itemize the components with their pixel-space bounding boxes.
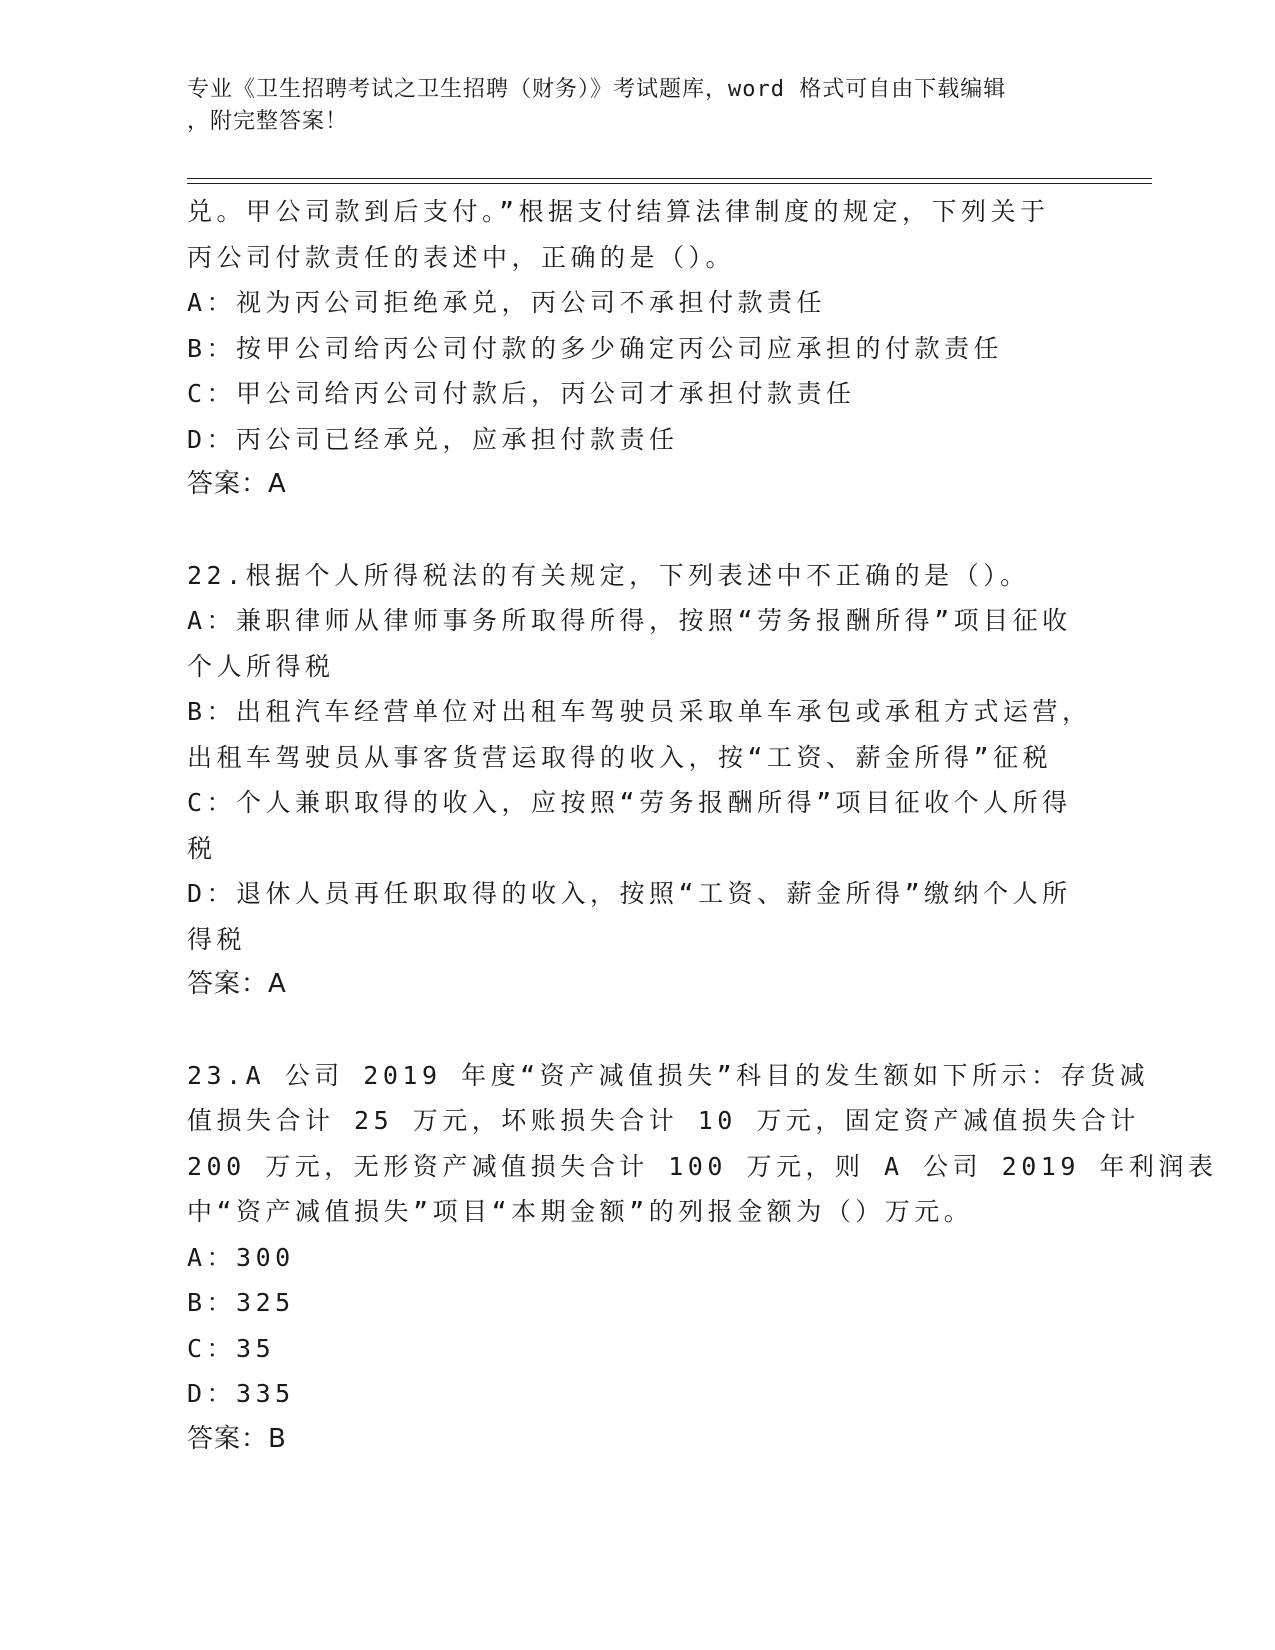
header-line-1: 专业《卫生招聘考试之卫生招聘（财务）》考试题库，word 格式可自由下载编辑 xyxy=(187,77,1007,102)
document-header xyxy=(187,74,1087,138)
header-divider-bottom xyxy=(187,183,1152,184)
option-b: B：出租汽车经营单位对出租车驾驶员采取单车承包或承租方式运营， xyxy=(187,697,1092,726)
spacer xyxy=(187,1008,1087,1053)
question-stem-line: 200 万元，无形资产减值损失合计 100 万元，则 A 公司 2019 年利润表 xyxy=(187,1151,1218,1181)
question-stem-line: 兑。甲公司款到后支付。”根据支付结算法律制度的规定，下列关于 xyxy=(187,197,1050,226)
answer-label: 答案：A xyxy=(187,969,287,999)
option-c: C：35 xyxy=(187,1333,276,1363)
header-line-2: ，附完整答案！ xyxy=(187,109,349,134)
question-stem-line: 丙公司付款责任的表述中，正确的是（）。 xyxy=(187,242,736,272)
option-b: B：按甲公司给丙公司付款的多少确定丙公司应承担的付款责任 xyxy=(187,333,1004,363)
option-d: D：335 xyxy=(187,1379,295,1408)
option-d-continued: 得税 xyxy=(187,924,247,954)
question-stem-line: 22.根据个人所得税法的有关规定，下列表述中不正确的是（）。 xyxy=(187,560,1030,590)
question-stem-line: 中“资产减值损失”项目“本期金额”的列报金额为（）万元。 xyxy=(187,1197,974,1226)
question-22 xyxy=(187,553,1092,1008)
question-stem-line: 值损失合计 25 万元，坏账损失合计 10 万元，固定资产减值损失合计 xyxy=(187,1106,1140,1135)
answer-label: 答案：A xyxy=(187,469,287,499)
option-a: A：300 xyxy=(187,1242,295,1272)
option-a: A：兼职律师从律师事务所取得所得，按照“劳务报酬所得”项目征收 xyxy=(187,606,1072,635)
option-b-continued: 出租车驾驶员从事客货营运取得的收入，按“工资、薪金所得”征税 xyxy=(187,742,1053,772)
question-23 xyxy=(187,1053,1218,1463)
spacer xyxy=(187,508,1087,553)
question-21 xyxy=(187,189,1087,508)
option-a: A：视为丙公司拒绝承兑，丙公司不承担付款责任 xyxy=(187,288,827,317)
option-d: D：退休人员再任职取得的收入，按照“工资、薪金所得”缴纳个人所 xyxy=(187,879,1072,908)
header-divider-top xyxy=(187,178,1152,179)
question-stem-line: 23.A 公司 2019 年度“资产减值损失”科目的发生额如下所示：存货减 xyxy=(187,1060,1150,1090)
option-a-continued: 个人所得税 xyxy=(187,651,335,681)
question-content xyxy=(187,189,1218,1462)
option-d: D：丙公司已经承兑，应承担付款责任 xyxy=(187,424,679,454)
option-b: B：325 xyxy=(187,1288,295,1317)
option-c: C：甲公司给丙公司付款后，丙公司才承担付款责任 xyxy=(187,379,856,408)
answer-label: 答案：B xyxy=(187,1423,287,1454)
option-c: C：个人兼职取得的收入，应按照“劳务报酬所得”项目征收个人所得 xyxy=(187,788,1072,817)
option-c-continued: 税 xyxy=(187,833,217,863)
